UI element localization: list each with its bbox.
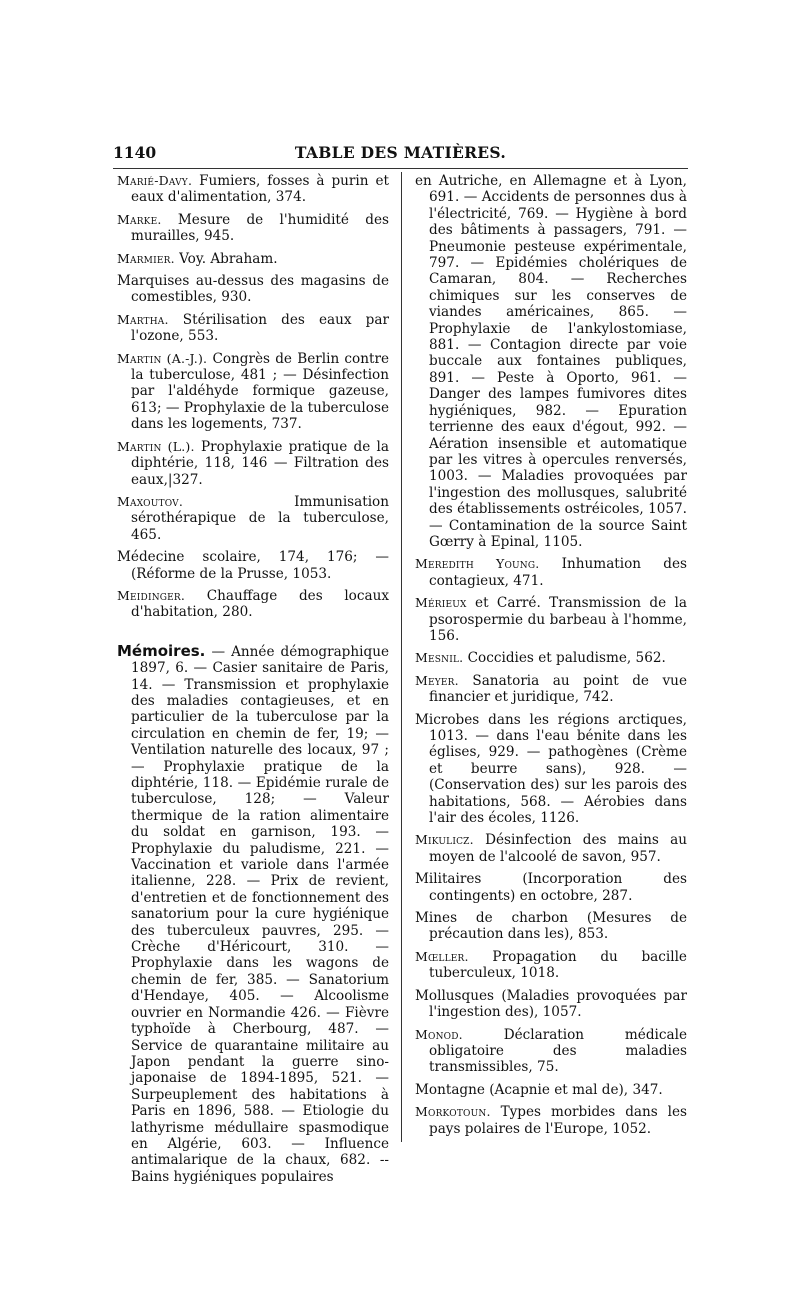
- right-column: [415, 173, 687, 1143]
- entry-text: Inhumation des contagieux, 471.: [429, 556, 687, 589]
- entry-heading: Marié-Davy.: [117, 173, 193, 188]
- entry-heading: Mikulicz.: [415, 832, 474, 848]
- entry-text: Propagation du bacille tuberculeux, 1018.: [429, 948, 687, 982]
- entry-text: Mesure de l'humidité des murailles, 945.: [131, 211, 389, 245]
- entry-text: Militaires (Incorporation des contingents) en octobre, 287.: [415, 871, 687, 904]
- entry-heading: Martha.: [117, 311, 169, 327]
- entry-heading: Martin (A.-J.).: [117, 350, 208, 366]
- entry-heading: Martin (L.).: [117, 438, 195, 454]
- index-entry: [117, 312, 389, 345]
- index-entry: [415, 1104, 687, 1137]
- entry-text: — Année démographique 1897, 6. — Casier sanitaire de Paris, 14. — Transmission et prophylaxie des maladies contagieuses, et en particulier de la tuberculose par la circulation en chemin de fer, 19; — Ventilation naturelle des locaux, 97 ; — Prophylaxie pratique de la diphtérie, 118. — Epidémie rurale de tuberculose, 128; — Valeur thermique de la ration alimentaire du soldat en garnison, 193. — Prophylaxie du paludisme, 221. — Vaccination et variole dans l'armée italienne, 228. — Prix de revient, d'entretien et de fonctionnement des sanatorium pour la cure hygiénique des tuberculeux pauvres, 295. — Crèche d'Héricourt, 310. — Prophylaxie dans les wagons de chemin de fer, 385. — Sanatorium d'Hendaye, 405. — Alcoolisme ouvrier en Normandie 426. — Fièvre typhoïde à Cherbourg, 487. — Service de quarantaine militaire au Japon pendant la guerre sino-japonaise de 1894-1895, 521. — Surpeuplement des habitations à Paris en 1896, 588. — Etiologie du lathyrisme médullaire spasmodique en Algérie, 603. — Influence antimalarique de la chaux, 682. -- Bains hygiéniques populaires: [131, 643, 389, 1185]
- index-entry: [117, 549, 389, 582]
- entry-heading: Mérieux: [415, 595, 467, 611]
- entry-heading: Mœller.: [415, 948, 469, 964]
- index-entry: [117, 439, 389, 488]
- index-entry: [117, 212, 389, 245]
- index-entry: [415, 1027, 687, 1076]
- page-number: 1140: [113, 143, 157, 162]
- index-entry: [415, 673, 687, 706]
- entry-text: Médecine scolaire, 174, 176; — (Réforme de la Prusse, 1053.: [117, 549, 389, 582]
- index-entry: [415, 173, 687, 550]
- entry-text: Fumiers, fosses à purin et eaux d'alimentation, 374.: [131, 173, 389, 206]
- entry-heading: Marmier.: [117, 250, 175, 266]
- entry-text: Désinfection des mains au moyen de l'alcoolé de savon, 957.: [429, 832, 687, 865]
- index-entry: [415, 910, 687, 943]
- entry-heading: Mesnil.: [415, 650, 464, 666]
- entry-text: Déclaration médicale obligatoire des maladies transmissibles, 75.: [429, 1026, 687, 1076]
- index-entry: [117, 643, 389, 1185]
- entry-text: Marquises au-dessus des magasins de comestibles, 930.: [117, 273, 389, 306]
- entry-text: Coccidies et paludisme, 562.: [467, 650, 666, 667]
- entry-heading: Morkotoun.: [415, 1104, 491, 1120]
- index-entry: [117, 494, 389, 543]
- entry-text: Mollusques (Maladies provoquées par l'ingestion des), 1057.: [415, 987, 687, 1021]
- entry-heading: Meredith Young.: [415, 556, 540, 572]
- entry-text: Immunisation sérothérapique de la tuberculose, 465.: [131, 493, 389, 543]
- index-entry: [415, 832, 687, 865]
- entry-text: Chauffage des locaux d'habitation, 280.: [131, 587, 390, 621]
- index-entry: [415, 595, 687, 644]
- index-entry: [415, 650, 687, 666]
- page-title: TABLE DES MATIÈRES.: [294, 143, 507, 162]
- entry-text: et Carré. Transmission de la psorospermie du barbeau à l'homme, 156.: [429, 595, 687, 644]
- entry-heading: Meyer.: [415, 672, 459, 688]
- index-entry: [415, 949, 687, 982]
- entry-text: Congrès de Berlin contre la tuberculose, 481 ; — Désinfection par l'aldéhyde formique gazeuse, 613; — Prophylaxie de la tuberculose dans les logements, 737.: [131, 350, 389, 433]
- left-column: [117, 173, 389, 1191]
- index-entry: [415, 988, 687, 1021]
- entry-text: Microbes dans les régions arctiques, 1013. — dans l'eau bénite dans les églises, 929. — pathogènes (Crème et beurre sans), 928. — (Conservation des) sur les parois des habitations, 568. — Aérobies dans l'air des écoles, 1126.: [415, 711, 687, 827]
- index-entry: [415, 712, 687, 827]
- entry-heading: Monod.: [415, 1026, 463, 1042]
- entry-heading: Meidinger.: [117, 587, 186, 603]
- index-entry: [117, 351, 389, 433]
- column-divider: [401, 172, 402, 1142]
- index-entry: [117, 173, 389, 206]
- index-entry: [415, 871, 687, 904]
- entry-text: Sanatoria au point de vue financier et juridique, 742.: [429, 672, 687, 706]
- entry-heading: Marke.: [117, 211, 162, 227]
- index-entry: [117, 251, 389, 267]
- entry-heading: Mémoires.: [117, 641, 206, 660]
- entry-text: Stérilisation des eaux par l'ozone, 553.: [131, 311, 389, 345]
- index-entry: [117, 588, 389, 621]
- index-entry: [415, 556, 687, 589]
- index-entry: [415, 1082, 687, 1098]
- entry-text: Montagne (Acapnie et mal de), 347.: [415, 1081, 663, 1098]
- entry-text: Mines de charbon (Mesures de précaution dans les), 853.: [415, 910, 687, 943]
- entry-text: Prophylaxie pratique de la diphtérie, 118, 146 — Filtration des eaux,|327.: [131, 438, 389, 488]
- entry-text: Voy. Abraham.: [179, 250, 278, 267]
- entry-heading: Maxoutov.: [117, 493, 184, 509]
- header-rule: [113, 168, 688, 169]
- entry-text: en Autriche, en Allemagne et à Lyon, 691. — Accidents de personnes dus à l'électricité, 769. — Hygiène à bord des bâtiments à passagers, 791. — Pneumonie pesteuse expérimentale, 797. — Epidémies cholériques de Camaran, 804. — Recherches chimiques sur les conserves de viandes américaines, 865. — Prophylaxie de l'ankylostomiase, 881. — Contagion directe par voie buccale aux fontaines publiques, 891. — Peste à Oporto, 961. — Danger des lampes fumivores dites hygiéniques, 982. — Epuration terrienne des eaux d'égout, 992. — Aération insensible et automatique par les vitres à opercules renversés, 1003. — Maladies provoquées par l'ingestion des mollusques, salubrité des établissements ostréicoles, 1057. — Contamination de la source Saint Gœrry à Epinal, 1105.: [415, 173, 687, 550]
- entry-text: Types morbides dans les pays polaires de l'Europe, 1052.: [429, 1104, 688, 1137]
- page-header: [113, 143, 688, 169]
- index-entry: [117, 273, 389, 306]
